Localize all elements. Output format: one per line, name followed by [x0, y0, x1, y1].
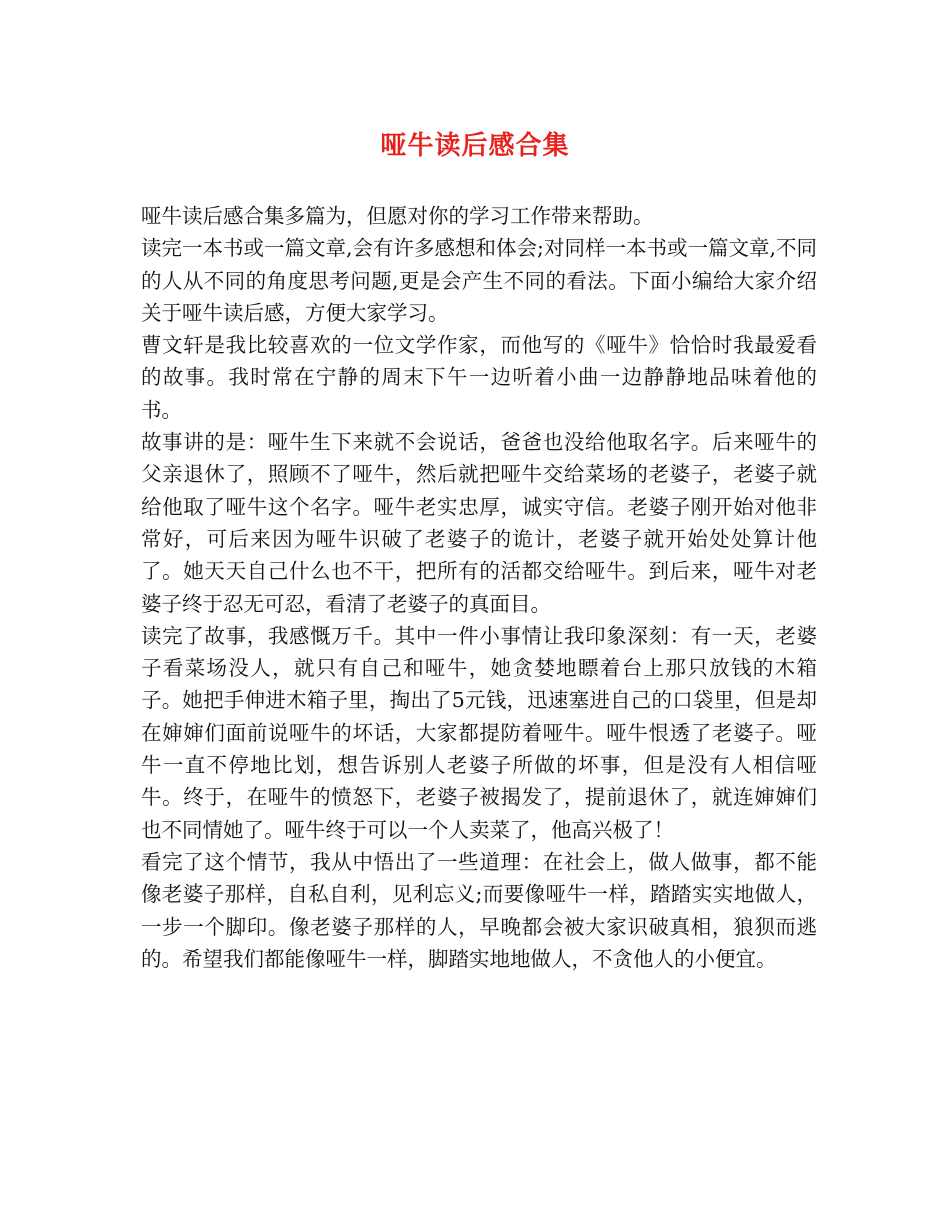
paragraph-preface: 读完一本书或一篇文章,会有许多感想和体会;对同样一本书或一篇文章,不同的人从不同的角度思考问题,更是会产生不同的看法。下面小编给大家介绍关于哑牛读后感，方便大家学习。: [141, 236, 817, 325]
paragraph-episode: 读完了故事，我感慨万千。其中一件小事情让我印象深刻：有一天，老婆子看菜场没人，就只有自己和哑牛，她贪婪地瞟着台上那只放钱的木箱子。她把手伸进木箱子里，掏出了5元钱，迅速塞进自己的口袋里，但是却在婶婶们面前说哑牛的坏话，大家都提防着哑牛。哑牛恨透了老婆子。哑牛一直不停地比划，想告诉别人老婆子所做的坏事，但是没有人相信哑牛。终于，在哑牛的愤怒下，老婆子被揭发了，提前退休了，就连婶婶们也不同情她了。哑牛终于可以一个人卖菜了，他高兴极了！: [141, 623, 817, 842]
document-title: 哑牛读后感合集: [380, 131, 570, 161]
paragraph-lesson: 看完了这个情节，我从中悟出了一些道理：在社会上，做人做事，都不能像老婆子那样，自私自利，见利忘义;而要像哑牛一样，踏踏实实地做人，一步一个脚印。像老婆子那样的人，早晚都会被大家识破真相，狼狈而逃的。希望我们都能像哑牛一样，脚踏实地地做人，不贪他人的小便宜。: [141, 849, 817, 971]
paragraph-story: 故事讲的是：哑牛生下来就不会说话，爸爸也没给他取名字。后来哑牛的父亲退休了，照顾不了哑牛，然后就把哑牛交给菜场的老婆子，老婆子就给他取了哑牛这个名字。哑牛老实忠厚，诚实守信。老婆子刚开始对他非常好，可后来因为哑牛识破了老婆子的诡计，老婆子就开始处处算计他了。她天天自己什么也不干，把所有的活都交给哑牛。到后来，哑牛对老婆子终于忍无可忍，看清了老婆子的真面目。: [141, 430, 817, 616]
document-body: [141, 200, 817, 975]
paragraph-author: 曹文轩是我比较喜欢的一位文学作家，而他写的《哑牛》恰恰时我最爱看的故事。我时常在宁静的周末下午一边听着小曲一边静静地品味着他的书。: [141, 333, 817, 422]
paragraph-intro: 哑牛读后感合集多篇为，但愿对你的学习工作带来帮助。: [141, 204, 654, 228]
